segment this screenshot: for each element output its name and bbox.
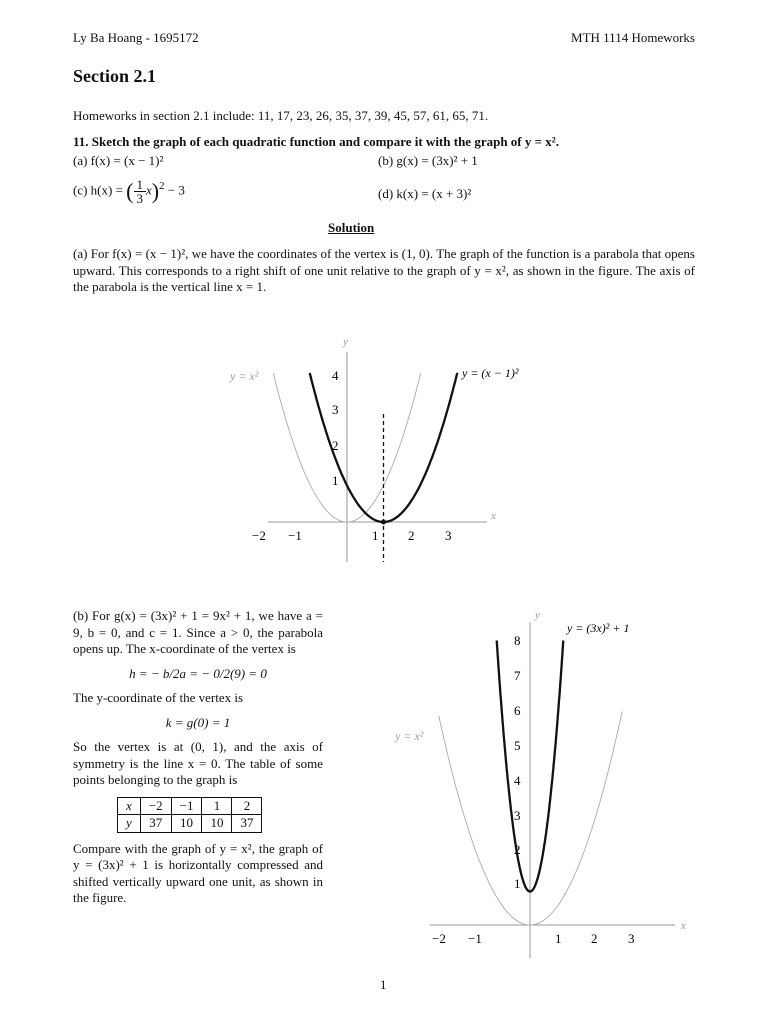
- y-tick-label: 2: [514, 842, 521, 857]
- homework-list: Homeworks in section 2.1 include: 11, 17, 23, 26, 35, 37, 39, 45, 57, 61, 65, 71.: [73, 108, 489, 123]
- x-tick-label: −2: [252, 528, 266, 543]
- y-tick-label: 1: [514, 876, 521, 891]
- solution-part-b: [73, 608, 323, 907]
- graph-g: [385, 600, 705, 960]
- table-cell: −1: [171, 797, 202, 815]
- fraction-one-third: [134, 178, 147, 205]
- table-cell: 1: [202, 797, 232, 815]
- y-axis-label: y: [343, 336, 348, 348]
- y-tick-label: 4: [514, 773, 521, 788]
- y-tick-label: 8: [514, 633, 521, 648]
- table-cell: 10: [171, 815, 202, 833]
- page-number: 1: [380, 977, 387, 992]
- y-axis-label: y: [535, 609, 540, 621]
- part-b: (b) g(x) = (3x)² + 1: [378, 153, 478, 168]
- x-axis-label: x: [681, 920, 686, 932]
- x-tick-label: 2: [408, 528, 415, 543]
- part-b-vertex-text: So the vertex is at (0, 1), and the axis of symmetry is the line x = 0. The table of some points belonging to the graph is: [73, 739, 323, 787]
- x-tick-label: 3: [445, 528, 452, 543]
- part-a: (a) f(x) = (x − 1)²: [73, 153, 164, 168]
- table-cell: 2: [232, 797, 262, 815]
- y-tick-label: 7: [514, 668, 521, 683]
- x-tick-label: 3: [628, 931, 635, 946]
- x-tick-label: 1: [372, 528, 379, 543]
- table-row: [118, 797, 262, 815]
- header-author: Ly Ba Hoang - 1695172: [73, 30, 199, 45]
- header-course: MTH 1114 Homeworks: [571, 30, 695, 45]
- part-c-rest: − 3: [167, 182, 185, 198]
- part-c-label: (c) h(x) =: [73, 182, 123, 198]
- vertex-y-equation: k = g(0) = 1: [165, 714, 231, 730]
- x-tick-label: 1: [555, 931, 562, 946]
- function-label: y = (3x)² + 1: [567, 621, 630, 635]
- x-tick-label: −1: [468, 931, 482, 946]
- fraction-numerator: 1: [134, 178, 147, 192]
- points-table: [117, 797, 262, 833]
- reference-label: y = x²: [395, 729, 424, 743]
- x-tick-label: 2: [591, 931, 598, 946]
- part-b-comparison: Compare with the graph of y = x², the graph of y = (3x)² + 1 is horizontally compressed and shifted vertically upward one unit, as shown in the figure.: [73, 840, 323, 905]
- y-tick-label: 3: [514, 808, 521, 823]
- y-tick-label: 3: [332, 402, 339, 417]
- vertex-x-equation: h = − b/2a = − 0/2(9) = 0: [129, 665, 267, 681]
- solution-part-a: (a) For f(x) = (x − 1)², we have the coordinates of the vertex is (1, 0). The graph of the function is a parabola that opens upward. This corresponds to a right shift of one unit relative to the graph of y = x², as shown in the figure. The axis of the parabola is the vertical line x = 1.: [73, 246, 695, 294]
- part-b-intro: (b) For g(x) = (3x)² + 1 = 9x² + 1, we have a = 9, b = 0, and c = 1. Since a > 0, the parabola opens up. The x-coordinate of the vertex is: [73, 608, 323, 656]
- table-cell: −2: [140, 797, 171, 815]
- table-cell: 37: [140, 815, 171, 833]
- table-cell: 37: [232, 815, 262, 833]
- section-title: Section 2.1: [73, 66, 156, 86]
- part-b-ycoord-text: The y-coordinate of the vertex is: [73, 690, 244, 705]
- table-cell: x: [118, 797, 141, 815]
- vertex-point: [381, 520, 386, 525]
- solution-heading: Solution: [328, 220, 375, 235]
- y-tick-label: 6: [514, 703, 521, 718]
- y-tick-label: 2: [332, 438, 339, 453]
- y-tick-label: 4: [332, 368, 339, 383]
- fraction-denominator: 3: [136, 191, 143, 206]
- x-axis-label: x: [491, 510, 496, 522]
- y-tick-label: 1: [332, 473, 339, 488]
- problem-statement: 11. Sketch the graph of each quadratic function and compare it with the graph of y = x².: [73, 134, 559, 149]
- part-d: (d) k(x) = (x + 3)²: [378, 186, 472, 201]
- graph-f: [225, 330, 555, 565]
- y-tick-label: 5: [514, 738, 521, 753]
- x-tick-label: −2: [432, 931, 446, 946]
- table-cell: 10: [202, 815, 232, 833]
- x-tick-label: −1: [288, 528, 302, 543]
- table-row: [118, 815, 262, 833]
- table-cell: y: [118, 815, 141, 833]
- part-c: (c) h(x) = ( $\frac{1}{3}$ x)$^2$ − 3: [73, 177, 185, 206]
- reference-label: y = x²: [230, 369, 259, 383]
- function-label: y = (x − 1)²: [462, 366, 519, 380]
